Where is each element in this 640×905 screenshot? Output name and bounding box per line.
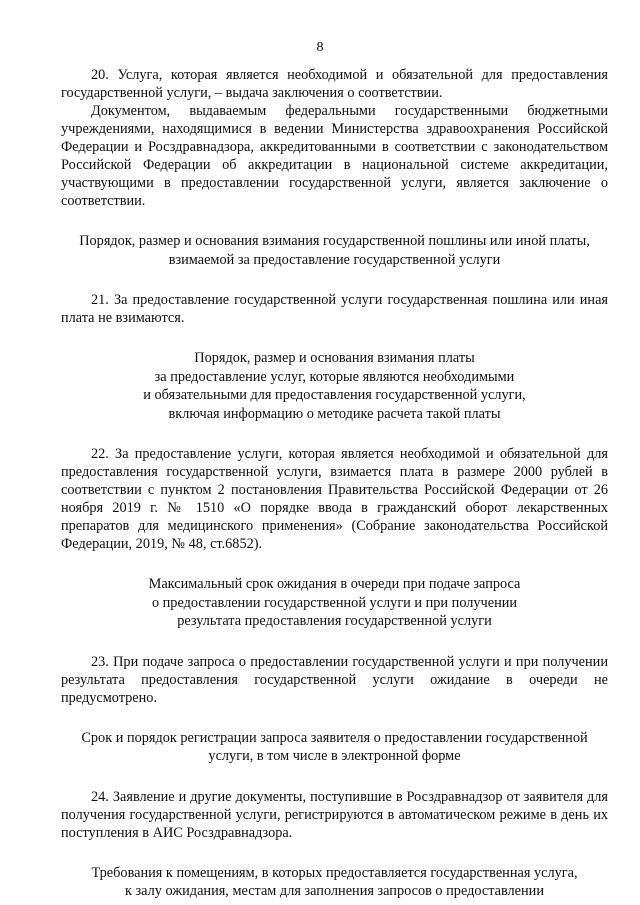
heading-line: Срок и порядок регистрации запроса заявителя о предоставлении государственной	[81, 729, 588, 746]
heading-line: включая информацию о методике расчета такой платы	[168, 405, 501, 422]
paragraph-22: 22. За предоставление услуги, которая является необходимой и обязательной для предоставления государственной услуги, взимается плата в размере 2000 рублей в соответствии с пунктом 2 постановления Правительства Российской Федерации от 26 ноября 2019 г. № 1510 «О порядке ввода в гражданский оборот лекарственных препаратов для медицинского применения» (Собрание законодательства Российской Федерации, 2019, № 48, ст.6852).	[61, 446, 608, 552]
paragraph-23: 23. При подаче запроса о предоставлении государственной услуги и при получении результата предоставления государственной услуги ожидание в очереди не предусмотрено.	[61, 653, 608, 706]
heading-line: взимаемой за предоставление государственной услуги	[168, 251, 501, 268]
paragraph-24: 24. Заявление и другие документы, поступившие в Росздравнадзор от заявителя для получения государственной услуги, регистрируются в автоматическом режиме в день их поступления в АИС Росздравнадзора.	[61, 788, 608, 841]
heading-line: за предоставление услуг, которые являются необходимыми	[154, 368, 515, 385]
heading-line: Максимальный срок ожидания в очереди при подаче запроса	[148, 576, 521, 592]
heading-queue-time	[61, 575, 608, 631]
paragraph-21: 21. За предоставление государственной услуги государственная пошлина или иная плата не взимаются.	[61, 292, 608, 326]
paragraph-20-continued: Документом, выдаваемым федеральными государственными бюджетными учреждениями, находящимися в ведении Министерства здравоохранения Российской Федерации и Росздравнадзора, аккредитованными в соответствии с законодательством Российской Федерации об аккредитации в национальной системе аккредитации, участвующими в предоставлении государственной услуги, является заключение о соответствии.	[61, 103, 608, 209]
heading-line: Порядок, размер и основания взимания платы	[194, 350, 475, 366]
heading-line: Порядок, размер и основания взимания государственной пошлины или иной платы,	[79, 233, 590, 249]
heading-line: и обязательными для предоставления государственной услуги,	[143, 387, 526, 403]
page-number: 8	[316, 40, 324, 55]
heading-payment-order	[61, 349, 608, 423]
heading-registration	[61, 729, 608, 766]
heading-line: Требования к помещениям, в которых предоставляется государственная услуга,	[91, 864, 578, 881]
heading-line: результата предоставления государственной услуги	[177, 613, 492, 629]
document-body	[61, 66, 608, 901]
heading-line: к залу ожидания, местам для заполнения запросов о предоставлении	[124, 883, 544, 899]
heading-line: о предоставлении государственной услуги и при получении	[151, 594, 518, 611]
heading-line: услуги, в том числе в электронной форме	[208, 748, 461, 764]
heading-premises	[61, 864, 608, 901]
paragraph-20: 20. Услуга, которая является необходимой и обязательной для предоставления государственной услуги, – выдача заключения о соответствии.	[61, 67, 608, 101]
heading-state-fee	[61, 232, 608, 269]
